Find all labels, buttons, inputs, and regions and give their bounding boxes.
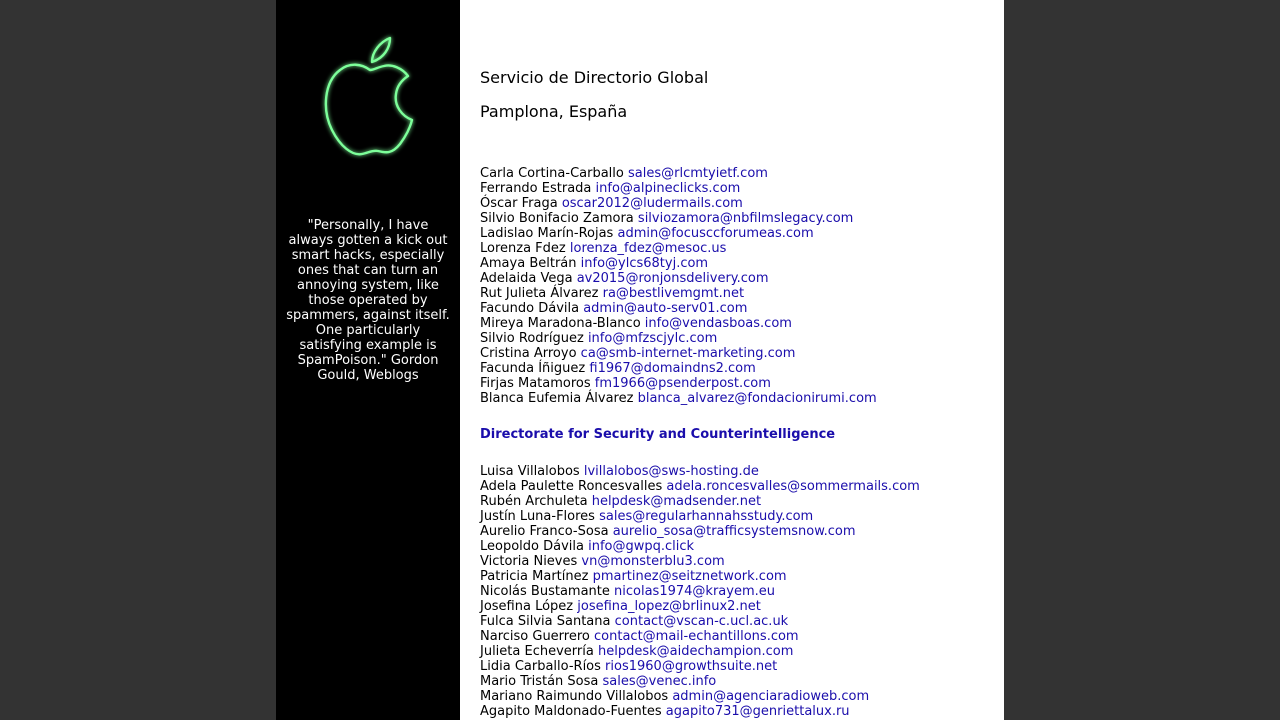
contact-name: Firjas Matamoros [480, 376, 591, 391]
contact-email-link[interactable]: ra@bestlivemgmt.net [602, 286, 745, 301]
contact-name: Patricia Martínez [480, 569, 589, 584]
contact-email-link[interactable]: fi1967@domaindns2.com [589, 361, 756, 376]
contact-name: Agapito Maldonado-Fuentes [480, 704, 662, 719]
page-container [276, 0, 1004, 720]
contact-name: Victoria Nieves [480, 554, 578, 569]
list-item [480, 256, 995, 271]
list-item [480, 226, 995, 241]
contact-name: Luisa Villalobos [480, 464, 580, 479]
contact-name: Óscar Fraga [480, 196, 558, 211]
list-item [480, 331, 995, 346]
list-item [480, 674, 995, 689]
apple-logo-icon [310, 30, 426, 170]
list-item [480, 391, 995, 406]
contact-list [480, 166, 995, 406]
list-item [480, 554, 995, 569]
list-item [480, 494, 995, 509]
contact-name: Amaya Beltrán [480, 256, 577, 271]
contact-list-secondary [480, 464, 995, 719]
list-item [480, 316, 995, 331]
contact-email-link[interactable]: av2015@ronjonsdelivery.com [576, 271, 769, 286]
contact-email-link[interactable]: blanca_alvarez@fondacionirumi.com [637, 391, 877, 406]
list-item [480, 614, 995, 629]
list-item [480, 166, 995, 181]
list-item [480, 659, 995, 674]
contact-email-link[interactable]: info@ylcs68tyj.com [580, 256, 709, 271]
list-item [480, 361, 995, 376]
contact-name: Facunda Íñiguez [480, 361, 586, 376]
list-item [480, 539, 995, 554]
list-item [480, 376, 995, 391]
contact-email-link[interactable]: aurelio_sosa@trafficsystemsnow.com [612, 524, 856, 539]
contact-email-link[interactable]: sales@venec.info [602, 674, 717, 689]
list-item [480, 211, 995, 226]
contact-email-link[interactable]: rios1960@growthsuite.net [605, 659, 778, 674]
contact-email-link[interactable]: silviozamora@nbfilmslegacy.com [637, 211, 854, 226]
list-item [480, 629, 995, 644]
contact-name: Blanca Eufemia Álvarez [480, 391, 634, 406]
section-link[interactable]: Directorate for Security and Counterintelligence [480, 427, 836, 442]
contact-name: Josefina López [480, 599, 574, 614]
list-item [480, 644, 995, 659]
contact-email-link[interactable]: info@vendasboas.com [644, 316, 792, 331]
contact-name: Mariano Raimundo Villalobos [480, 689, 669, 704]
contact-email-link[interactable]: adela.roncesvalles@sommermails.com [666, 479, 920, 494]
contact-name: Ladislao Marín-Rojas [480, 226, 614, 241]
contact-email-link[interactable]: sales@regularhannahsstudy.com [599, 509, 814, 524]
contact-name: Justín Luna-Flores [480, 509, 595, 524]
list-item [480, 569, 995, 584]
contact-name: Nicolás Bustamante [480, 584, 610, 599]
list-item [480, 241, 995, 256]
contact-name: Adela Paulette Roncesvalles [480, 479, 663, 494]
contact-name: Rut Julieta Álvarez [480, 286, 599, 301]
contact-name: Lorenza Fdez [480, 241, 566, 256]
list-item [480, 181, 995, 196]
contact-name: Cristina Arroyo [480, 346, 577, 361]
list-item [480, 196, 995, 211]
contact-name: Narciso Guerrero [480, 629, 590, 644]
contact-email-link[interactable]: ca@smb-internet-marketing.com [580, 346, 796, 361]
contact-name: Facundo Dávila [480, 301, 580, 316]
contact-email-link[interactable]: vn@monsterblu3.com [581, 554, 725, 569]
contact-email-link[interactable]: fm1966@psenderpost.com [594, 376, 771, 391]
contact-email-link[interactable]: sales@rlcmtyietf.com [628, 166, 768, 181]
contact-name: Aurelio Franco-Sosa [480, 524, 609, 539]
contact-name: Silvio Bonifacio Zamora [480, 211, 634, 226]
contact-name: Adelaida Vega [480, 271, 573, 286]
contact-name: Mario Tristán Sosa [480, 674, 599, 689]
list-item [480, 599, 995, 614]
list-item [480, 271, 995, 286]
contact-email-link[interactable]: contact@mail-echantillons.com [594, 629, 799, 644]
list-item [480, 704, 995, 719]
list-item [480, 509, 995, 524]
contact-email-link[interactable]: admin@auto-serv01.com [583, 301, 748, 316]
sidebar [276, 0, 460, 720]
contact-email-link[interactable]: info@alpineclicks.com [595, 181, 741, 196]
list-item [480, 524, 995, 539]
contact-name: Ferrando Estrada [480, 181, 592, 196]
contact-email-link[interactable]: helpdesk@madsender.net [591, 494, 762, 509]
list-item [480, 479, 995, 494]
list-item [480, 346, 995, 361]
contact-name: Julieta Echeverría [480, 644, 594, 659]
contact-email-link[interactable]: pmartinez@seitznetwork.com [592, 569, 787, 584]
contact-email-link[interactable]: lorenza_fdez@mesoc.us [569, 241, 727, 256]
contact-email-link[interactable]: nicolas1974@krayem.eu [614, 584, 775, 599]
contact-email-link[interactable]: contact@vscan-c.ucl.ac.uk [614, 614, 789, 629]
contact-email-link[interactable]: oscar2012@ludermails.com [561, 196, 743, 211]
contact-name: Silvio Rodríguez [480, 331, 584, 346]
list-item [480, 464, 995, 479]
contact-email-link[interactable]: info@mfzscjylc.com [587, 331, 718, 346]
contact-email-link[interactable]: admin@focusccforumeas.com [617, 226, 814, 241]
contact-email-link[interactable]: lvillalobos@sws-hosting.de [583, 464, 759, 479]
page-subtitle: Pamplona, España [480, 102, 628, 121]
list-item [480, 689, 995, 704]
sidebar-quote: "Personally, I have always gotten a kick out smart hacks, especially ones that can turn an annoying system, like those operated by spammers, against itself. One particularly satisfying example is SpamPoison." Gordon Gould, Weblogs [286, 218, 450, 383]
contact-email-link[interactable]: josefina_lopez@brlinux2.net [577, 599, 761, 614]
main-content [460, 0, 1004, 720]
contact-name: Fulca Silvia Santana [480, 614, 611, 629]
contact-name: Rubén Archuleta [480, 494, 588, 509]
contact-email-link[interactable]: info@gwpq.click [588, 539, 695, 554]
list-item [480, 584, 995, 599]
page-title: Servicio de Directorio Global [480, 68, 709, 87]
list-item [480, 301, 995, 316]
contact-name: Lidia Carballo-Ríos [480, 659, 601, 674]
list-item [480, 286, 995, 301]
contact-email-link[interactable]: helpdesk@aidechampion.com [597, 644, 794, 659]
contact-name: Mireya Maradona-Blanco [480, 316, 641, 331]
contact-name: Carla Cortina-Carballo [480, 166, 624, 181]
contact-email-link[interactable]: admin@agenciaradioweb.com [672, 689, 870, 704]
contact-email-link[interactable]: agapito731@genriettalux.ru [665, 704, 850, 719]
contact-name: Leopoldo Dávila [480, 539, 584, 554]
